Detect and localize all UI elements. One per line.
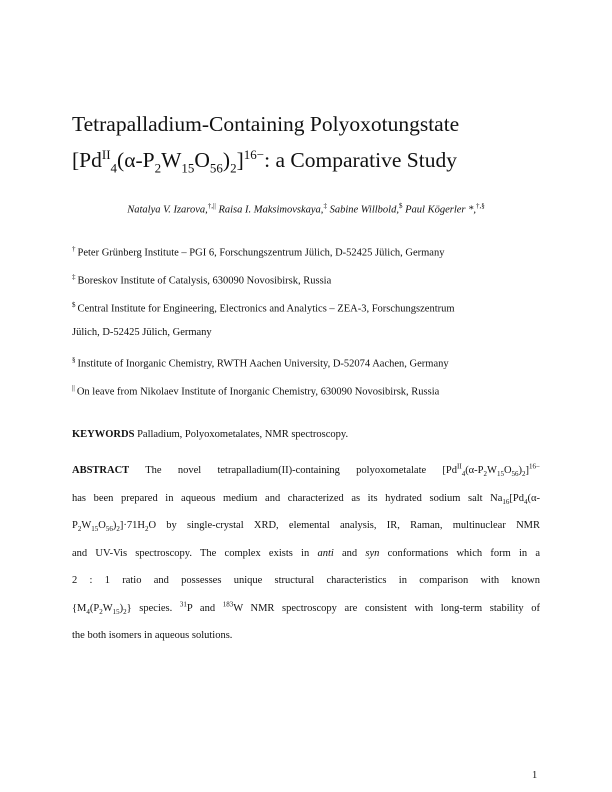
abstract-label: ABSTRACT [72, 465, 130, 476]
author-mark: †,|| [207, 202, 216, 210]
affiliation: $ Central Institute for Engineering, Electronics and Analytics – ZEA-3, Forschungszentrum [72, 301, 455, 315]
affiliation: || On leave from Nikolaev Institute of Inorganic Chemistry, 630090 Novosibirsk, Russia [72, 384, 440, 398]
abstract-line: ABSTRACT The novel tetrapalladium(II)-containing polyoxometalate $[Pd^{II}_4(\alpha-P_2W_{15}O_{56})_2]^{16-}$ [72, 462, 540, 479]
page-number: 1 [532, 770, 538, 781]
abstract-line: and UV-Vis spectroscopy. The complex exists in anti and syn conformations which form in a [72, 547, 540, 559]
affiliation: † Peter Grünberg Institute – PGI 6, Forschungszentrum Jülich, D-52425 Jülich, Germany [72, 245, 445, 259]
author-name: Natalya V. Izarova, [127, 204, 208, 216]
affiliation: § Institute of Inorganic Chemistry, RWTH Aachen University, D-52074 Aachen, Germany [72, 356, 449, 370]
title-line-1: Tetrapalladium-Containing Polyoxotungstate [72, 112, 460, 136]
author-mark: †,§ [475, 202, 485, 210]
keywords [72, 429, 540, 440]
abstract-line: $P_2W_{15}O_{56})_2]\cdot 71H_2O$ by single-crystal XRD, elemental analysis, IR, Raman, multinuclear NMR [72, 520, 540, 534]
abstract-line: has been prepared in aqueous medium and characterized as its hydrated sodium salt $Na_{16}[Pd_4(\alpha-$ [72, 492, 540, 506]
author-list [0, 202, 612, 216]
abstract-line: 2 : 1 ratio and possesses unique structural characteristics in comparison with known [72, 575, 540, 586]
author-name: Sabine Willbold, [326, 204, 399, 216]
affiliation: ‡ Boreskov Institute of Catalysis, 630090 Novosibirsk, Russia [72, 273, 332, 287]
author-name: Paul Kögerler *, [402, 204, 476, 216]
author-mark: $ [398, 202, 403, 210]
abstract-line: $\{M_4(P_2W_{15})_2\}$ species. $^{31}$P and $^{183}$W NMR spectroscopy are consistent with long-term stability of [72, 600, 540, 616]
abstract-line: the both isomers in aqueous solutions. [72, 630, 233, 641]
keywords-text: Palladium, Polyoxometalates, NMR spectroscopy. [134, 429, 349, 440]
title-line-2: $[Pd^{II}_4(\alpha-P_2W_{15}O_{56})_2]^{16-}$: a Comparative Study [72, 146, 457, 176]
keywords-label: KEYWORDS [72, 429, 135, 440]
author-mark: ‡ [323, 202, 327, 210]
affiliation-continued: Jülich, D-52425 Jülich, Germany [72, 327, 212, 338]
abstract [72, 457, 540, 650]
paper-title [72, 106, 542, 178]
author-name: Raisa I. Maksimovskaya, [215, 204, 324, 216]
